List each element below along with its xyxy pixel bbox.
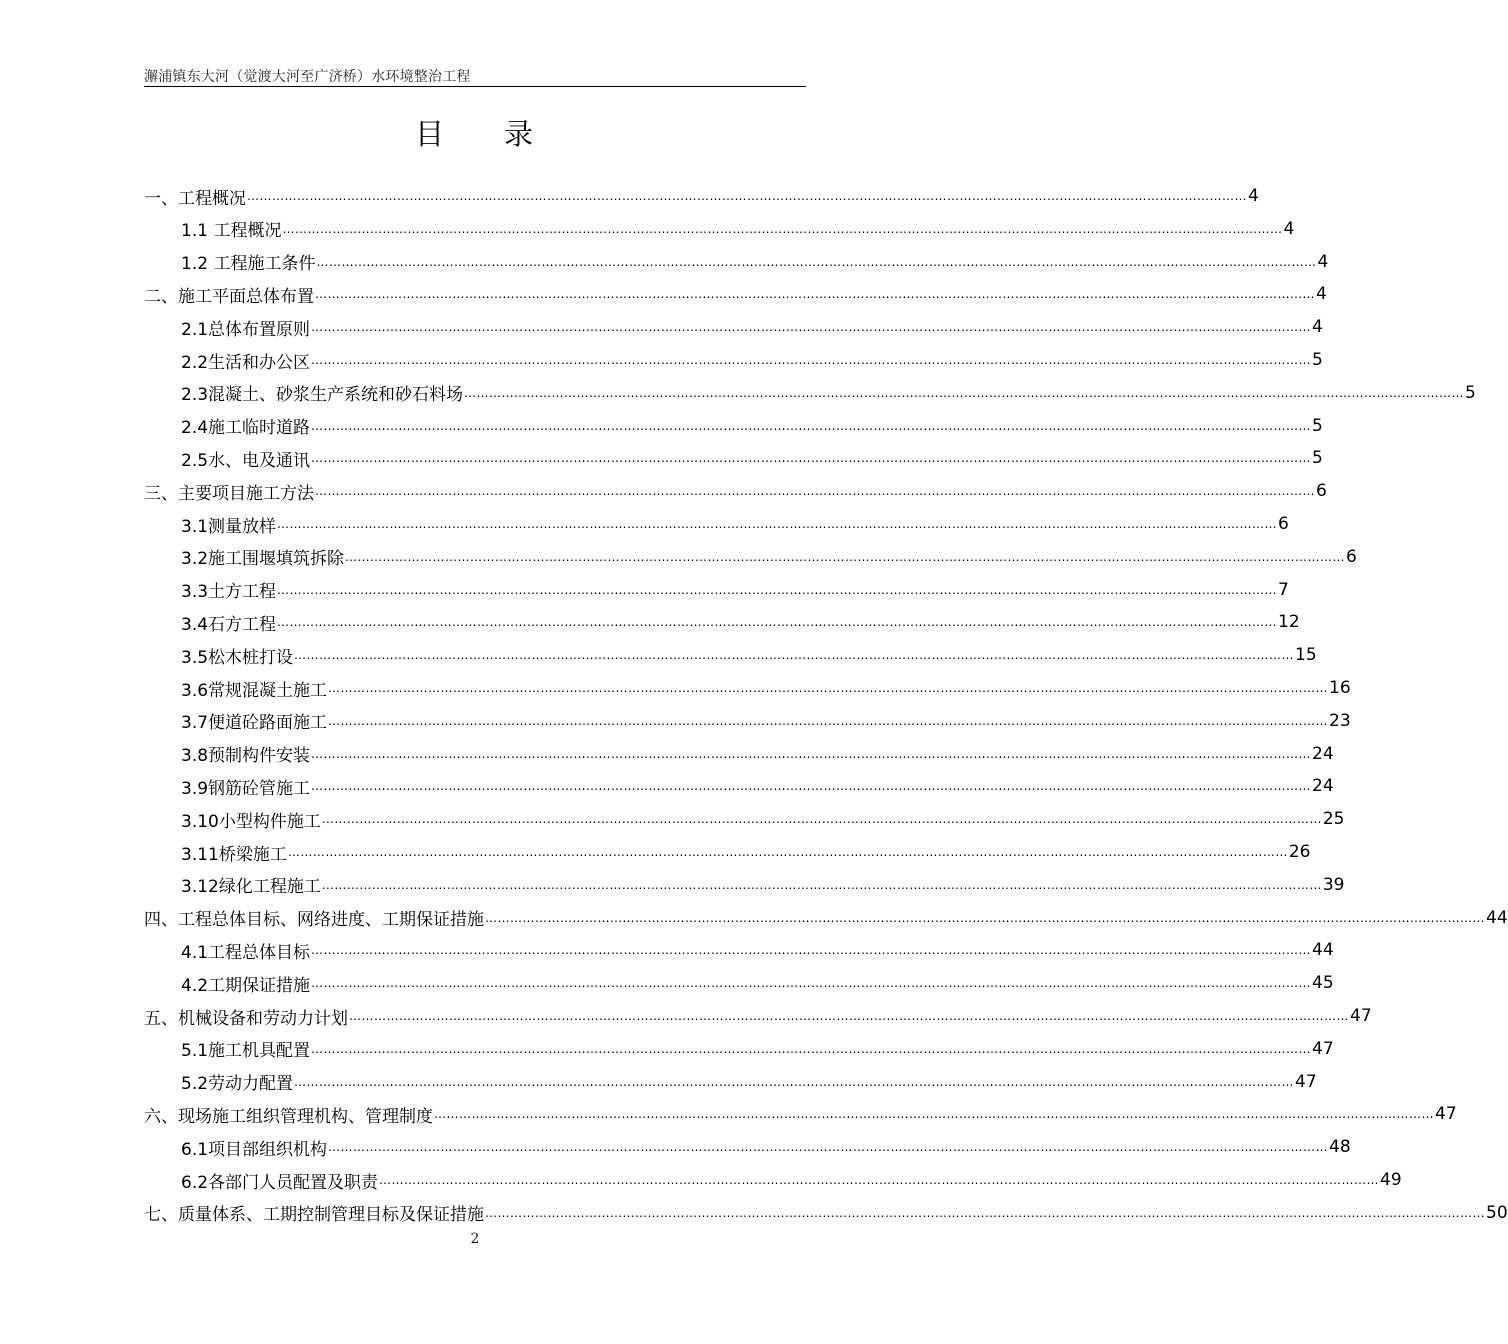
toc-entry[interactable]: [181, 576, 1289, 604]
toc-entry-page: 47: [1350, 1006, 1372, 1026]
toc-entry[interactable]: [181, 1068, 1317, 1096]
toc-entry-label: 二、施工平面总体布置: [144, 286, 314, 307]
toc-entry[interactable]: [181, 674, 1351, 702]
toc-entry[interactable]: [181, 838, 1311, 866]
toc-leader-dots: ……………………………………………………………………………………………………………………………………………………………………………………………………………………: [315, 484, 1315, 499]
toc-entry[interactable]: [181, 871, 1345, 899]
toc-entry-page: 24: [1312, 743, 1334, 764]
toc-entry-label: 3.1测量放样: [181, 516, 277, 537]
toc-leader-dots: ……………………………………………………………………………………………………………………………………………………………………………………………………………………: [321, 877, 1322, 892]
toc-leader-dots: ……………………………………………………………………………………………………………………………………………………………………………………………………………………: [434, 1107, 1434, 1122]
toc-leader-dots: ……………………………………………………………………………………………………………………………………………………………………………………………………………………: [311, 943, 1312, 958]
toc-entry-label: 2.2生活和办公区: [181, 352, 311, 373]
toc-entry[interactable]: [181, 641, 1317, 669]
toc-leader-dots: ……………………………………………………………………………………………………………………………………………………………………………………………………………………: [311, 976, 1312, 991]
toc-entry-label: 4.2工期保证措施: [181, 975, 311, 996]
toc-entry-page: 47: [1312, 1038, 1334, 1059]
toc-entry[interactable]: [181, 379, 1476, 407]
toc-entry-page: 47: [1295, 1071, 1317, 1092]
toc-entry[interactable]: [181, 444, 1323, 472]
toc-entry[interactable]: [181, 248, 1329, 276]
toc-entry[interactable]: [144, 182, 1259, 210]
toc-leader-dots: ……………………………………………………………………………………………………………………………………………………………………………………………………………………: [328, 713, 1329, 728]
toc-entry-label: 3.7便道砼路面施工: [181, 713, 328, 734]
toc-leader-dots: ……………………………………………………………………………………………………………………………………………………………………………………………………………………: [294, 1074, 1295, 1089]
toc-entry-label: 三、主要项目施工方法: [144, 483, 314, 504]
toc-entry-page: 48: [1329, 1137, 1351, 1158]
toc-entry-label: 5.1施工机具配置: [181, 1041, 311, 1062]
toc-leader-dots: ……………………………………………………………………………………………………………………………………………………………………………………………………………………: [485, 1205, 1485, 1220]
title-char-2: 录: [504, 117, 536, 151]
toc-entry-label: 1.2 工程施工条件: [181, 254, 316, 275]
toc-leader-dots: ……………………………………………………………………………………………………………………………………………………………………………………………………………………: [311, 1041, 1312, 1056]
toc-entry-page: 12: [1278, 612, 1300, 633]
toc-entry-label: 五、机械设备和劳动力计划: [144, 1008, 348, 1029]
toc-leader-dots: ……………………………………………………………………………………………………………………………………………………………………………………………………………………: [277, 615, 1278, 630]
toc-leader-dots: ……………………………………………………………………………………………………………………………………………………………………………………………………………………: [316, 254, 1317, 269]
toc-entry[interactable]: [144, 1100, 1457, 1128]
toc-entry[interactable]: [181, 1133, 1351, 1161]
toc-entry-page: 16: [1329, 678, 1351, 698]
toc-entry-label: 3.12绿化工程施工: [181, 877, 321, 898]
toc-entry-label: 一、工程概况: [144, 188, 246, 209]
toc-leader-dots: ……………………………………………………………………………………………………………………………………………………………………………………………………………………: [311, 451, 1312, 466]
toc-entry-page: 44: [1486, 907, 1508, 928]
toc-entry-page: 50: [1486, 1202, 1508, 1223]
toc-entry-page: 4: [1248, 186, 1259, 206]
toc-entry-page: 25: [1322, 809, 1345, 830]
toc-entry-label: 6.2各部门人员配置及职责: [181, 1172, 379, 1193]
toc-entry[interactable]: [181, 346, 1323, 374]
toc-entry-page: 47: [1435, 1104, 1457, 1125]
header-rule: [144, 86, 806, 87]
toc-entry-page: 5: [1312, 448, 1323, 469]
toc-entry[interactable]: [181, 1035, 1334, 1063]
page-number: 2: [470, 1231, 480, 1247]
toc-entry-page: 5: [1465, 382, 1476, 403]
toc-entry-label: 2.5水、电及通讯: [181, 450, 311, 471]
toc-leader-dots: ……………………………………………………………………………………………………………………………………………………………………………………………………………………: [247, 189, 1247, 203]
toc-entry[interactable]: [181, 772, 1334, 800]
toc-leader-dots: ……………………………………………………………………………………………………………………………………………………………………………………………………………………: [328, 1140, 1329, 1155]
toc-entry-label: 3.4石方工程: [181, 614, 277, 635]
toc-leader-dots: ……………………………………………………………………………………………………………………………………………………………………………………………………………………: [294, 648, 1295, 663]
toc-leader-dots: ……………………………………………………………………………………………………………………………………………………………………………………………………………………: [311, 779, 1312, 794]
toc-entry-label: 6.1项目部组织机构: [181, 1139, 328, 1160]
toc-entry-page: 4: [1312, 317, 1323, 338]
toc-entry-label: 2.1总体布置原则: [181, 319, 311, 340]
toc-entry-label: 5.2劳动力配置: [181, 1074, 294, 1095]
running-header: 澥浦镇东大河（觉渡大河至广济桥）水环境整治工程: [144, 69, 471, 85]
toc-leader-dots: ……………………………………………………………………………………………………………………………………………………………………………………………………………………: [311, 746, 1312, 761]
toc-entry-label: 3.11桥梁施工: [181, 844, 287, 865]
toc-entry[interactable]: [144, 280, 1327, 308]
toc-entry-page: 23: [1329, 710, 1351, 731]
toc-entry-page: 6: [1316, 481, 1327, 502]
toc-entry[interactable]: [181, 740, 1334, 768]
toc-entry[interactable]: [181, 1166, 1402, 1194]
toc-entry[interactable]: [181, 510, 1289, 538]
toc-entry[interactable]: [144, 477, 1327, 505]
toc-entry[interactable]: [144, 1199, 1508, 1227]
toc-entry[interactable]: [181, 215, 1295, 243]
toc-leader-dots: ……………………………………………………………………………………………………………………………………………………………………………………………………………………: [485, 910, 1485, 925]
toc-entry-label: 4.1工程总体目标: [181, 942, 311, 963]
toc-leader-dots: ……………………………………………………………………………………………………………………………………………………………………………………………………………………: [349, 1009, 1349, 1023]
toc-entry[interactable]: [181, 608, 1300, 636]
toc-entry-page: 6: [1346, 546, 1357, 567]
toc-entry-page: 45: [1312, 973, 1334, 994]
toc-entry-label: 2.3混凝土、砂浆生产系统和砂石料场: [181, 385, 464, 406]
toc-entry[interactable]: [181, 412, 1323, 440]
toc-entry[interactable]: [181, 313, 1323, 341]
toc-entry-label: 七、质量体系、工期控制管理目标及保证措施: [144, 1205, 484, 1226]
toc-entry[interactable]: [181, 707, 1351, 735]
toc-leader-dots: ……………………………………………………………………………………………………………………………………………………………………………………………………………………: [315, 287, 1315, 302]
toc-entry-page: 5: [1312, 350, 1323, 370]
toc-entry-page: 4: [1317, 251, 1329, 272]
toc-leader-dots: ……………………………………………………………………………………………………………………………………………………………………………………………………………………: [321, 812, 1322, 827]
toc-leader-dots: ……………………………………………………………………………………………………………………………………………………………………………………………………………………: [328, 681, 1329, 695]
toc-entry-page: 6: [1278, 514, 1289, 534]
toc-entry-label: 3.2施工围堰填筑拆除: [181, 549, 345, 570]
toc-entry-label: 3.10小型构件施工: [181, 811, 321, 832]
toc-entry[interactable]: [181, 543, 1357, 571]
toc-entry-label: 3.3土方工程: [181, 582, 277, 603]
page-title: [0, 112, 950, 153]
toc-entry[interactable]: [181, 969, 1334, 997]
toc-entry-page: 4: [1316, 284, 1327, 305]
toc-entry-page: 39: [1322, 874, 1345, 895]
toc-leader-dots: ……………………………………………………………………………………………………………………………………………………………………………………………………………………: [282, 221, 1283, 236]
toc-leader-dots: ……………………………………………………………………………………………………………………………………………………………………………………………………………………: [464, 385, 1465, 400]
toc-entry[interactable]: [181, 805, 1345, 833]
toc-entry-label: 3.6常规混凝土施工: [181, 680, 328, 701]
toc-leader-dots: ……………………………………………………………………………………………………………………………………………………………………………………………………………………: [287, 845, 1288, 859]
toc-entry-page: 44: [1312, 940, 1334, 961]
toc-leader-dots: ……………………………………………………………………………………………………………………………………………………………………………………………………………………: [379, 1173, 1380, 1187]
toc-entry-page: 15: [1295, 645, 1317, 666]
toc-entry-label: 2.4施工临时道路: [181, 418, 311, 439]
toc-entry-label: 四、工程总体目标、网络进度、工期保证措施: [144, 910, 484, 931]
toc-entry-page: 5: [1312, 415, 1323, 436]
toc-leader-dots: ……………………………………………………………………………………………………………………………………………………………………………………………………………………: [277, 517, 1278, 531]
toc-entry-page: 26: [1288, 842, 1311, 862]
title-char-1: 目: [414, 117, 446, 151]
toc-entry-label: 3.5松木桩打设: [181, 647, 294, 668]
toc-entry[interactable]: [144, 1002, 1372, 1030]
toc-leader-dots: ……………………………………………………………………………………………………………………………………………………………………………………………………………………: [277, 582, 1278, 597]
toc-entry-label: 1.1 工程概况: [181, 221, 282, 242]
toc-entry-label: 3.8预制构件安装: [181, 746, 311, 767]
toc-entry-page: 7: [1278, 579, 1289, 600]
toc-entry-label: 3.9钢筋砼管施工: [181, 778, 311, 799]
toc-entry-label: 六、现场施工组织管理机构、管理制度: [144, 1106, 433, 1127]
toc-leader-dots: ……………………………………………………………………………………………………………………………………………………………………………………………………………………: [311, 320, 1312, 335]
toc-entry-page: 4: [1283, 218, 1295, 239]
toc-entry[interactable]: [181, 936, 1334, 964]
toc-leader-dots: ……………………………………………………………………………………………………………………………………………………………………………………………………………………: [311, 418, 1312, 433]
toc-entry-page: 24: [1312, 776, 1334, 797]
toc-entry[interactable]: [144, 904, 1508, 932]
toc-leader-dots: ……………………………………………………………………………………………………………………………………………………………………………………………………………………: [345, 549, 1346, 564]
toc-entry-page: 49: [1380, 1170, 1402, 1190]
toc-leader-dots: ……………………………………………………………………………………………………………………………………………………………………………………………………………………: [311, 353, 1312, 367]
